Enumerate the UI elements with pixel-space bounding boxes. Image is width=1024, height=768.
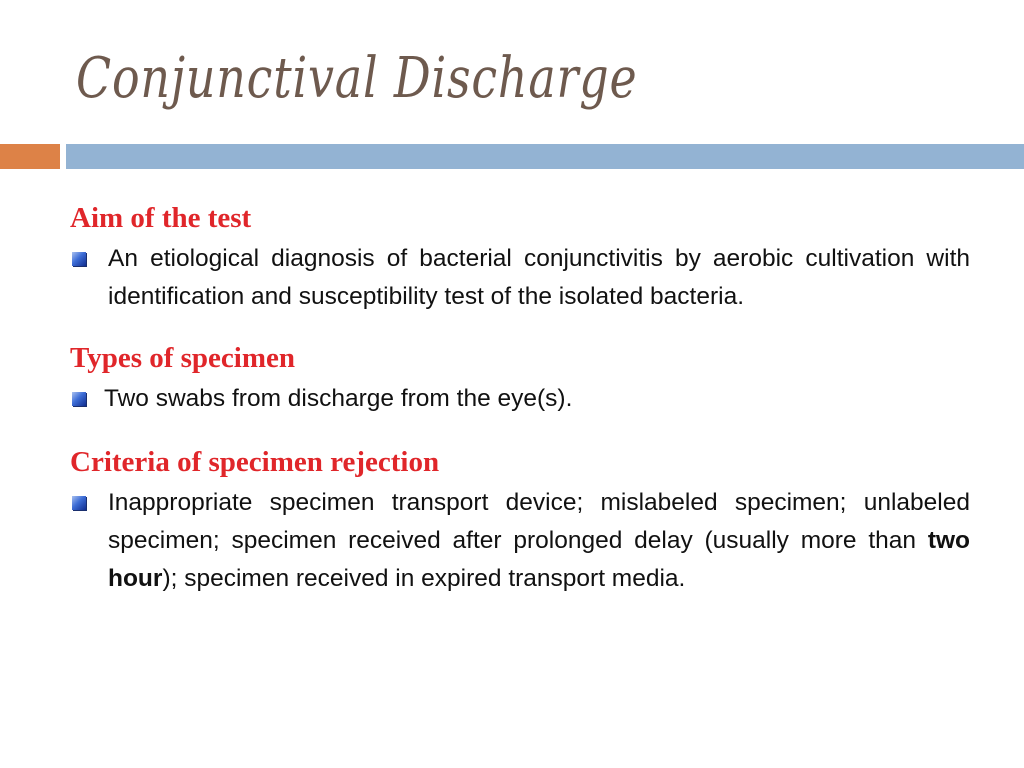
bullet-text-rejection-end: ); specimen received in expired transport media. [162, 565, 686, 592]
section-heading-specimen: Types of specimen [70, 342, 296, 374]
square-bullet-icon [72, 496, 86, 510]
accent-bar-blue [66, 144, 1024, 169]
section-rejection [70, 440, 970, 598]
section-heading-rejection: Criteria of specimen rejection [70, 446, 440, 478]
slide-content [70, 196, 970, 598]
section-heading-aim: Aim of the test [70, 202, 252, 234]
bullet-item-specimen [70, 380, 970, 418]
bullet-text-rejection-start: Inappropriate specimen transport device; mislabeled specimen; unlabeled specimen; specimen received after prolonged delay (usually more than [108, 489, 970, 554]
bullet-text-specimen: Two swabs from discharge from the eye(s). [104, 385, 573, 412]
square-bullet-icon [72, 252, 86, 266]
accent-bar-orange [0, 144, 60, 169]
section-aim [70, 196, 970, 316]
slide-title: Conjunctival Discharge [76, 46, 638, 111]
square-bullet-icon [72, 392, 86, 406]
bullet-item-rejection [70, 484, 970, 598]
bullet-item-aim [70, 240, 970, 316]
section-specimen [70, 336, 970, 418]
bullet-text-rejection-bold: two hour [108, 527, 970, 592]
bullet-text-aim: An etiological diagnosis of bacterial conjunctivitis by aerobic cultivation with identification and susceptibility test of the isolated bacteria. [108, 245, 970, 310]
